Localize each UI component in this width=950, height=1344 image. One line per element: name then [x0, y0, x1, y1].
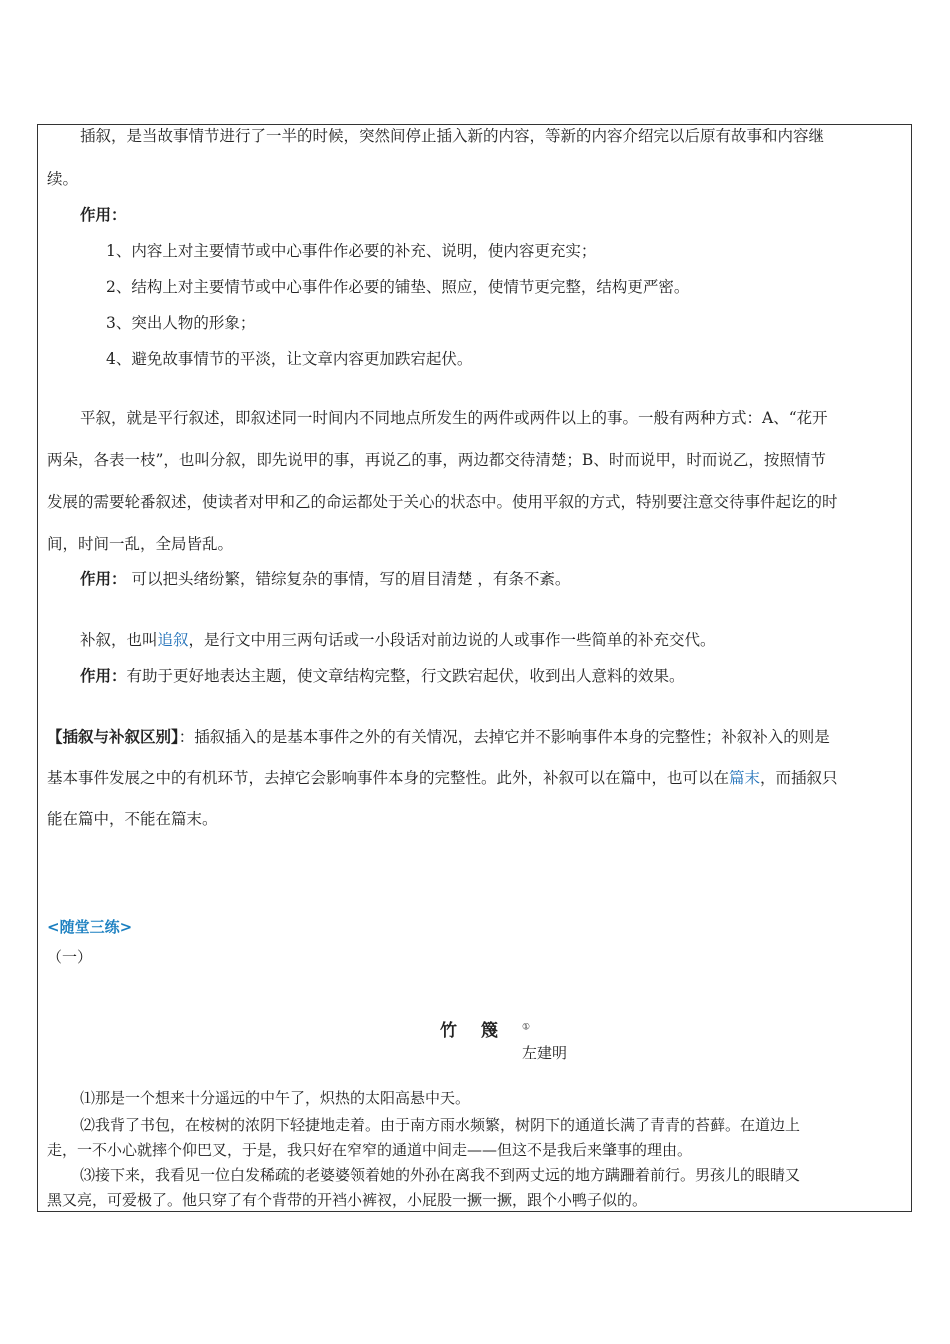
footnote-marker: ①	[522, 1022, 531, 1033]
practice-section-number: （一）	[47, 948, 93, 966]
pingxu-effect-text: 可以把头绪纷繁，错综复杂的事情，写的眉目清楚 ，有条不紊。	[126, 570, 571, 588]
pingxu-effect-label: 作用：	[80, 570, 127, 588]
difference-text-1: ：插叙插入的是基本事件之外的有关情况，去掉它并不影响事件本身的完整性；补叙补入的则是	[178, 728, 830, 746]
story-paragraph-2-line-2: 走，一不小心就摔个仰巴叉，于是，我只好在窄窄的通道中间走——但这不是我后来肇事的理由。	[47, 1141, 693, 1159]
pingxu-line-3: 发展的需要轮番叙述，使读者对甲和乙的命运都处于关心的状态中。使用平叙的方式，特别要注意交待事件起讫的时	[47, 493, 838, 511]
difference-line-3: 能在篇中，不能在篇末。	[47, 810, 218, 828]
pianmo-link[interactable]: 篇末	[729, 769, 761, 787]
chaxu-effect-item-3: 3、突出人物的形象；	[106, 314, 256, 332]
zhuixu-link[interactable]: 追叙	[157, 631, 189, 649]
pingxu-line-1: 平叙，就是平行叙述，即叙述同一时间内不同地点所发生的两件或两件以上的事。一般有两种方式：A、“花开	[80, 409, 828, 427]
chaxu-effect-item-1: 1、内容上对主要情节或中心事件作必要的补充、说明，使内容更充实；	[106, 242, 597, 260]
chaxu-effect-item-2: 2、结构上对主要情节或中心事件作必要的铺垫、照应，使情节更完整，结构更严密。	[106, 278, 690, 296]
buxu-pre-text: 补叙，也叫	[80, 631, 158, 649]
difference-text-2b: ，而插叙只	[760, 769, 838, 787]
difference-line-2	[47, 757, 838, 799]
buxu-effect-label: 作用：	[80, 667, 127, 685]
story-paragraph-3-line-1: ⑶接下来，我看见一位白发稀疏的老婆婆领着她的外孙在离我不到两丈远的地方蹒跚着前行。男孩儿的眼睛又	[80, 1166, 801, 1184]
story-title-text: 竹篾	[440, 1021, 522, 1041]
difference-line-1	[47, 716, 830, 758]
chaxu-effect-item-4: 4、避免故事情节的平淡，让文章内容更加跌宕起伏。	[106, 350, 473, 368]
pingxu-effect	[80, 558, 570, 600]
story-author: 左建明	[522, 1044, 568, 1062]
story-paragraph-1: ⑴那是一个想来十分遥远的中午了，炽热的太阳高悬中天。	[80, 1089, 471, 1107]
pingxu-line-2: 两朵，各表一枝”，也叫分叙，即先说甲的事，再说乙的事，两边都交待清楚；B、时而说甲，时而说乙，按照情节	[47, 451, 826, 469]
buxu-effect	[80, 655, 685, 697]
story-title	[440, 1016, 530, 1041]
difference-label: 【插叙与补叙区别】	[47, 728, 179, 746]
buxu-effect-text: 有助于更好地表达主题，使文章结构完整，行文跌宕起伏，收到出人意料的效果。	[126, 667, 685, 685]
buxu-post-text: ，是行文中用三两句话或一小段话对前边说的人或事作一些简单的补充交代。	[188, 631, 716, 649]
pingxu-line-4: 间，时间一乱，全局皆乱。	[47, 535, 234, 553]
difference-text-2: 基本事件发展之中的有机环节，去掉它会影响事件本身的完整性。此外，补叙可以在篇中，也可以在	[47, 769, 730, 787]
practice-heading: <随堂三练>	[47, 918, 133, 936]
story-paragraph-3-line-2: 黑又亮，可爱极了。他只穿了有个背带的开裆小裤衩，小屁股一撅一撅，跟个小鸭子似的。	[47, 1191, 648, 1209]
chaxu-definition-line-1: 插叙，是当故事情节进行了一半的时候，突然间停止插入新的内容，等新的内容介绍完以后原有故事和内容继	[80, 127, 825, 145]
story-paragraph-2-line-1: ⑵我背了书包，在桉树的浓阴下轻捷地走着。由于南方雨水频繁，树阴下的通道长满了青青的苔藓。在道边上	[80, 1116, 801, 1134]
chaxu-definition-line-2: 续。	[47, 170, 79, 188]
chaxu-effect-label: 作用：	[80, 206, 127, 224]
